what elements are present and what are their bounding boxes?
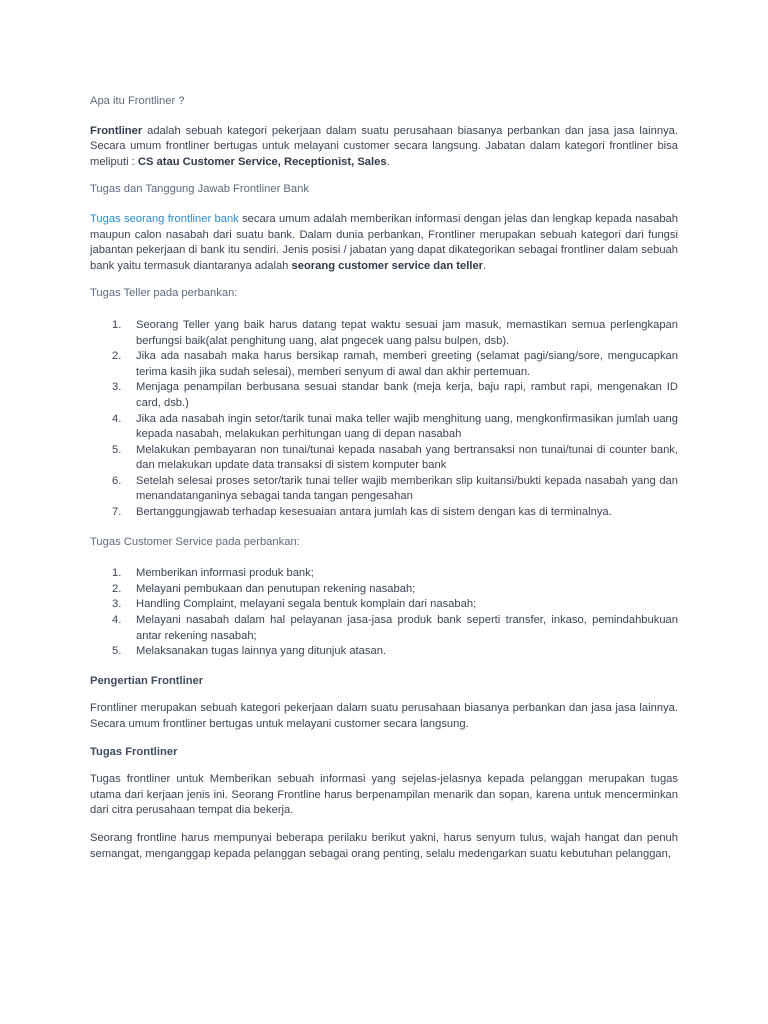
list-item-number: 1. xyxy=(112,318,122,331)
list-item xyxy=(90,318,678,349)
list-item xyxy=(90,412,678,443)
intro-paragraph xyxy=(90,124,678,171)
list-item-text: Setelah selesai proses setor/tarik tunai teller wajib memberikan slip kuitansi/bukti kepada nasabah yang dan menandatanganinya sebagai tanda tangan pengesahan xyxy=(136,474,678,503)
duties-paragraph xyxy=(90,212,678,274)
list-item-number: 4. xyxy=(112,614,122,627)
intro-text-2: . xyxy=(386,155,390,168)
list-item-text: Menjaga penampilan berbusana sesuai standar bank (meja kerja, baju rapi, rambut rapi, mengenakan ID card, dsb.) xyxy=(136,381,678,409)
list-item-number: 5. xyxy=(112,645,122,658)
duties-text-1: secara umum adalah memberikan informasi dengan jelas dan lengkap kepada nasabah maupun calon nasabah dari suatu bank. Dalam dunia perbankan, Frontliner merupakan sebuah kategori dari fungsi jabantan pekerjaan di bank itu sendiri. Jenis posisi / jabatan yang dapat dikategorikan sebagai frontliner dalam sebuah bank yaitu termasuk diantaranya adalah xyxy=(90,212,679,272)
list-item-text: Melayani nasabah dalam hal pelayanan jasa-jasa produk bank seperti transfer, inkaso, pemindahbukuan antar rekening nasabah; xyxy=(136,614,678,642)
intro-roles: CS atau Customer Service, Receptionist, Sales xyxy=(137,155,387,168)
list-item xyxy=(90,582,678,598)
list-item-number: 2. xyxy=(112,350,122,363)
intro-term: Frontliner xyxy=(90,124,143,137)
list-item-text: Bertanggungjawab terhadap kesesuaian antara jumlah kas di sistem dengan kas di terminalnya. xyxy=(136,506,612,519)
list-item xyxy=(90,380,678,411)
list-item-text: Handling Complaint, melayani segala bentuk komplain dari nasabah; xyxy=(136,598,477,611)
list-item xyxy=(90,505,678,521)
duties-text-2: . xyxy=(483,259,487,272)
list-item xyxy=(90,644,678,660)
intro-text-1: adalah sebuah kategori pekerjaan dalam suatu perusahaan biasanya perbankan dan jasa jasa lainnya. Secara umum frontliner bertugas untuk melayani customer secara langsung. Jabatan dalam kategori frontliner bisa meliputi : xyxy=(90,124,678,168)
duties-bold: seorang customer service dan teller xyxy=(291,259,484,272)
list-item xyxy=(90,597,678,613)
heading-teller: Tugas Teller pada perbankan: xyxy=(90,287,238,300)
teller-list xyxy=(90,318,678,521)
definition-paragraph: Frontliner merupakan sebuah kategori pekerjaan dalam suatu perusahaan biasanya perbankan dan jasa jasa lainnya. Secara umum frontliner bertugas untuk melayani customer secara langsung. xyxy=(90,702,678,730)
tugas-paragraph-1: Tugas frontliner untuk Memberikan sebuah informasi yang sejelas-jelasnya kepada pelanggan merupakan tugas utama dari kerjaan jenis ini. Seorang Frontline harus berpenampilan menarik dan sopan, karena untuk mencerminkan dari citra perusahaan tempat dia bekerja. xyxy=(90,773,678,817)
list-item-text: Melaksanakan tugas lainnya yang ditunjuk atasan. xyxy=(136,645,387,658)
heading-what-is-frontliner: Apa itu Frontliner ? xyxy=(90,95,185,107)
list-item-number: 1. xyxy=(112,567,122,580)
list-item-text: Jika ada nasabah maka harus bersikap ramah, memberi greeting (selamat pagi/siang/sore, mengucapkan terima kasih jika sudah selesai), memberi senyum di awal dan akhir pertemuan. xyxy=(136,350,678,378)
list-item-text: Jika ada nasabah ingin setor/tarik tunai maka teller wajib menghitung uang, mengkonfirmasikan jumlah uang kepada nasabah, melakukan perhitungan uang di depan nasabah xyxy=(136,412,678,441)
list-item xyxy=(90,566,678,582)
list-item-number: 7. xyxy=(112,506,122,519)
tugas-paragraph-2: Seorang frontline harus mempunyai beberapa perilaku berikut yakni, harus senyum tulus, wajah hangat dan penuh semangat, menganggap kepada pelanggan sebagai orang penting, selalu medengarkan suatu kebutuhan pelanggan, xyxy=(90,831,678,860)
list-item xyxy=(90,443,678,474)
cs-list xyxy=(90,566,678,660)
list-item-number: 2. xyxy=(112,582,122,595)
list-item-number: 3. xyxy=(112,381,122,394)
list-item-number: 5. xyxy=(112,443,122,456)
heading-customer-service: Tugas Customer Service pada perbankan: xyxy=(90,535,300,548)
heading-definition: Pengertian Frontliner xyxy=(90,674,204,687)
list-item xyxy=(90,613,678,644)
duties-link[interactable]: Tugas seorang frontliner bank xyxy=(90,212,239,225)
list-item-text: Memberikan informasi produk bank; xyxy=(136,567,314,580)
document-page xyxy=(90,94,678,862)
list-item-number: 3. xyxy=(112,598,122,611)
heading-tugas-frontliner: Tugas Frontliner xyxy=(90,745,178,758)
list-item xyxy=(90,349,678,380)
list-item-text: Seorang Teller yang baik harus datang tepat waktu sesuai jam masuk, memastikan semua perlengkapan berfungsi baik(alat penghitung uang, alat pngecek uang palsu bulpen, dsb). xyxy=(136,318,678,347)
list-item-text: Melayani pembukaan dan penutupan rekening nasabah; xyxy=(136,582,416,595)
heading-duties: Tugas dan Tanggung Jawab Frontliner Bank xyxy=(90,183,309,196)
list-item-number: 6. xyxy=(112,474,122,487)
list-item-text: Melakukan pembayaran non tunai/tunai kepada nasabah yang bertransaksi non tunai/tunai di counter bank, dan melakukan update data transaksi di sistem komputer bank xyxy=(136,443,678,472)
list-item-number: 4. xyxy=(112,412,122,425)
list-item xyxy=(90,474,678,505)
